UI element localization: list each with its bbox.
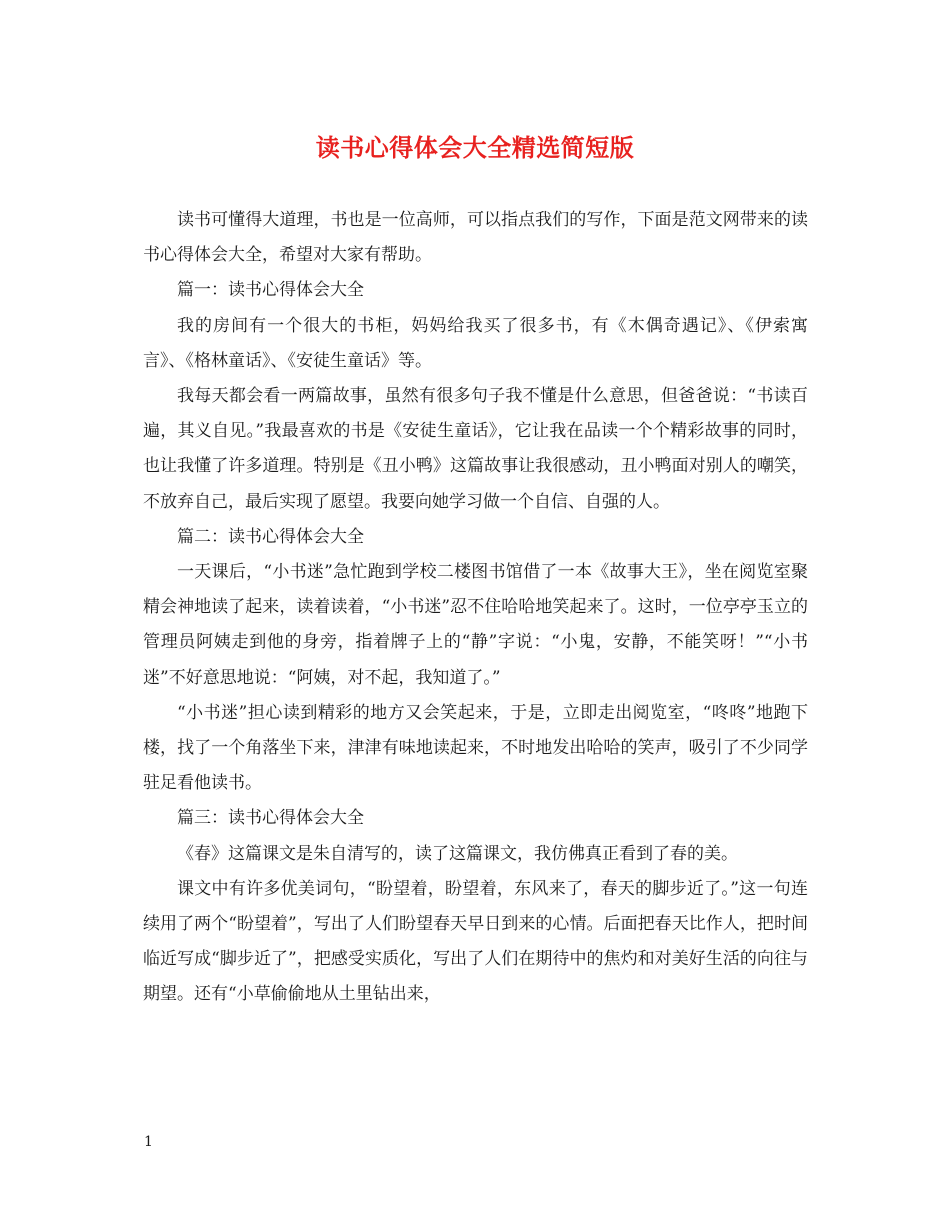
intro-paragraph: 读书可懂得大道理，书也是一位高师，可以指点我们的写作，下面是范文网带来的读书心得体会大全，希望对大家有帮助。 <box>143 210 808 266</box>
page-title: 读书心得体会大全精选简短版 <box>315 133 635 162</box>
paragraph: 我每天都会看一两篇故事，虽然有很多句子我不懂是什么意思，但爸爸说：“书读百遍，其义自见。”我最喜欢的书是《安徒生童话》，它让我在品读一个个精彩故事的同时，也让我懂了许多道理。特别是《丑小鸭》这篇故事让我很感动，丑小鸭面对别人的嘲笑，不放弃自己，最后实现了愿望。我要向她学习做一个自信、自强的人。 <box>143 386 808 512</box>
section-heading-3: 篇三：读书心得体会大全 <box>177 808 364 829</box>
paragraph: 课文中有许多优美词句，“盼望着，盼望着，东风来了，春天的脚步近了。”这一句连续用了两个“盼望着”，写出了人们盼望春天早日到来的心情。后面把春天比作人，把时间临近写成“脚步近了”，把感受实质化，写出了人们在期待中的焦灼和对美好生活的向往与期望。还有“小草偷偷地从土里钻出来， <box>143 878 808 1005</box>
paragraph: 《春》这篇课文是朱自清写的，读了这篇课文，我仿佛真正看到了春的美。 <box>177 843 738 864</box>
paragraph: 我的房间有一个很大的书柜，妈妈给我买了很多书，有《木偶奇遇记》、《伊索寓言》、《格林童话》、《安徒生童话》等。 <box>143 315 808 371</box>
paragraph: “小书迷”担心读到精彩的地方又会笑起来，于是，立即走出阅览室，“咚咚”地跑下楼，找了一个角落坐下来，津津有味地读起来，不时地发出哈哈的笑声，吸引了不少同学驻足看他读书。 <box>143 702 808 794</box>
section-heading-2: 篇二：读书心得体会大全 <box>177 526 364 547</box>
document-body <box>143 203 808 1013</box>
paragraph: 一天课后，“小书迷”急忙跑到学校二楼图书馆借了一本《故事大王》，坐在阅览室聚精会神地读了起来，读着读着，“小书迷”忍不住哈哈地笑起来了。这时，一位亭亭玉立的管理员阿姨走到他的身旁，指着牌子上的“静”字说：“小鬼，安静，不能笑呀！”“小书迷”不好意思地说：“阿姨，对不起，我知道了。” <box>143 562 808 688</box>
section-heading-1: 篇一：读书心得体会大全 <box>177 280 364 301</box>
page-number: 1 <box>144 1134 153 1150</box>
